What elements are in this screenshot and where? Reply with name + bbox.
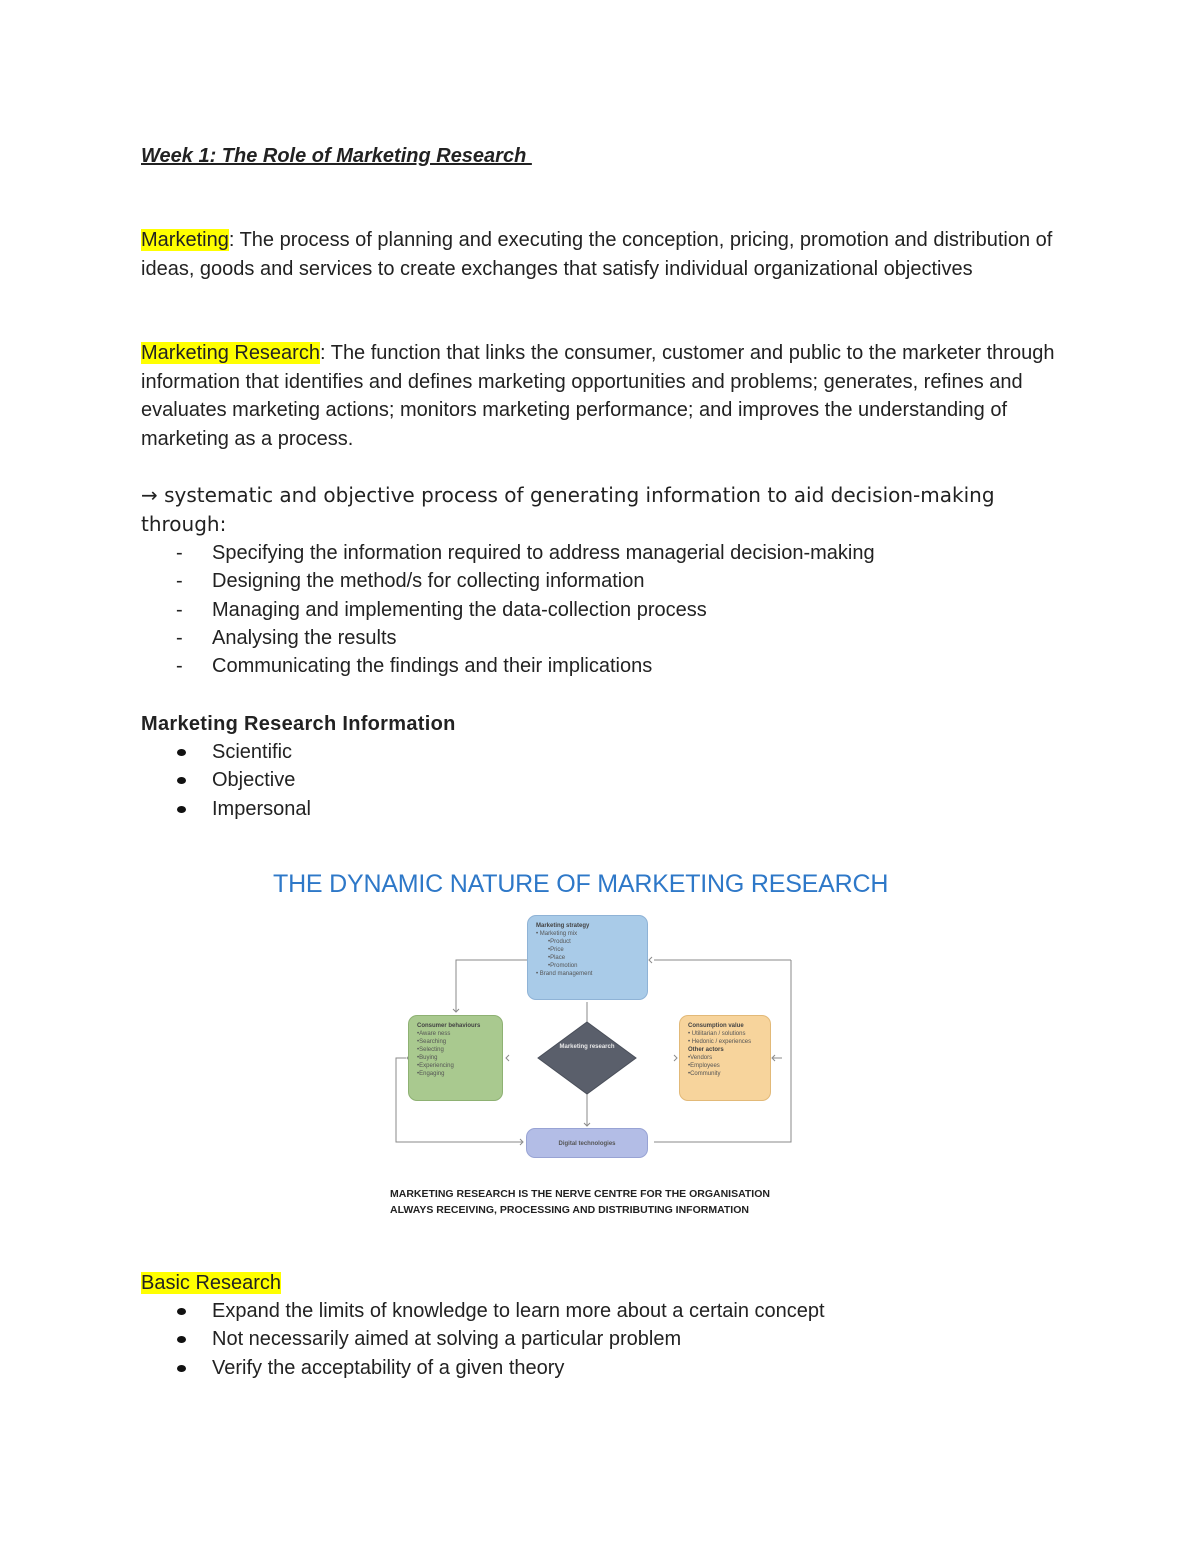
list-item-text: Scientific: [212, 741, 293, 763]
list-item-text: Analysing the results: [212, 626, 397, 649]
box-item: •Vendors: [688, 1055, 713, 1061]
box-title: Consumption value: [688, 1023, 744, 1029]
list-item: [141, 652, 875, 680]
basic-research-list: [141, 1297, 825, 1382]
list-item: [141, 567, 875, 595]
info-list: [141, 738, 311, 823]
marketing-research-diamond: [536, 1020, 638, 1096]
list-item: [141, 1325, 825, 1353]
dash-marker: -: [176, 570, 183, 593]
box-item: • Utilitarian / solutions: [688, 1031, 746, 1037]
bullet-icon: [177, 749, 186, 756]
list-item-text: Impersonal: [212, 797, 311, 820]
list-item-text: Verify the acceptability of a given theory: [212, 1356, 565, 1379]
definition-text: : The process of planning and executing the conception, pricing, promotion and distribution of ideas, goods and services to create exchanges that satisfy individual organizational objectives: [141, 229, 1053, 280]
box-item: • Brand management: [536, 971, 593, 977]
connector-line: [456, 960, 527, 1012]
list-item: [141, 539, 875, 567]
consumer-behaviours-box: [408, 1015, 503, 1101]
box-title: Consumer behaviours: [417, 1023, 481, 1029]
term-highlight: Basic Research: [141, 1272, 282, 1294]
caption-line: MARKETING RESEARCH IS THE NERVE CENTRE FOR THE ORGANISATION: [390, 1188, 770, 1200]
figure-title: THE DYNAMIC NATURE OF MARKETING RESEARCH: [273, 870, 889, 898]
box-title: Marketing strategy: [536, 923, 590, 929]
box-title: Other actors: [688, 1047, 724, 1053]
marketing-strategy-box: [527, 915, 648, 1000]
bullet-icon: [177, 806, 186, 813]
bullet-icon: [177, 1336, 186, 1343]
list-item-text: Expand the limits of knowledge to learn more about a certain concept: [212, 1300, 825, 1322]
consumption-value-box: [679, 1015, 771, 1101]
box-item: •Place: [548, 955, 566, 961]
list-item: [141, 1297, 825, 1325]
list-item-text: Communicating the findings and their implications: [212, 655, 653, 678]
definition-marketing-research: [141, 339, 1071, 453]
list-item-text: Objective: [212, 769, 296, 792]
box-item: •Employees: [688, 1063, 720, 1069]
bullet-icon: [177, 1308, 186, 1315]
definition-text: : The function that links the consumer, customer and public to the marketer through information that identifies and defines marketing opportunities and problems; generates, refines and evaluates marketing actions; monitors marketing performance; and improves the understanding of marketing as a process.: [141, 342, 1055, 450]
list-item: [141, 596, 875, 624]
definition-marketing: [141, 226, 1061, 283]
box-item: •Searching: [417, 1039, 447, 1045]
list-item-text: Managing and implementing the data-collection process: [212, 598, 707, 621]
term-highlight: Marketing: [141, 229, 229, 251]
figure-caption: [390, 1186, 770, 1218]
dynamic-nature-figure: [270, 862, 930, 1232]
bullet-icon: [177, 1365, 186, 1372]
box-item: •Engaging: [417, 1071, 445, 1077]
box-item: •Promotion: [548, 963, 578, 969]
process-intro: → systematic and objective process of generating information to aid decision-making through:: [141, 483, 995, 536]
box-item: • Hedonic / experiences: [688, 1039, 752, 1045]
page-title: Week 1: The Role of Marketing Research: [141, 145, 532, 167]
list-item: [141, 766, 311, 794]
list-item: [141, 738, 311, 766]
box-item: •Selecting: [417, 1047, 444, 1053]
list-item: [141, 1354, 825, 1382]
list-item-text: Designing the method/s for collecting information: [212, 570, 645, 593]
box-item: • Marketing mix: [536, 931, 578, 937]
box-item: •Product: [548, 939, 571, 945]
dash-marker: -: [176, 655, 183, 678]
caption-line: ALWAYS RECEIVING, PROCESSING AND DISTRIBUTING INFORMATION: [390, 1204, 749, 1216]
bullet-icon: [177, 777, 186, 784]
list-item: [141, 795, 311, 823]
box-item: •Buying: [417, 1055, 438, 1061]
section-heading-basic-research: [141, 1269, 281, 1298]
digital-technologies-box: Digital technologies: [526, 1128, 648, 1158]
box-item: •Aware ness: [417, 1031, 451, 1037]
dash-marker: -: [176, 598, 183, 621]
dash-marker: -: [176, 626, 183, 649]
box-item: •Price: [548, 947, 564, 953]
box-item: •Experiencing: [417, 1063, 454, 1069]
diamond-label: Marketing research: [559, 1044, 615, 1050]
list-item: [141, 624, 875, 652]
list-item-text: Specifying the information required to address managerial decision-making: [212, 542, 875, 564]
box-item: •Community: [688, 1071, 721, 1077]
dash-marker: -: [176, 542, 183, 564]
process-steps-list: [141, 539, 875, 680]
list-item-text: Not necessarily aimed at solving a particular problem: [212, 1328, 682, 1351]
section-heading-info: Marketing Research Information: [141, 713, 456, 735]
term-highlight: Marketing Research: [141, 342, 320, 364]
